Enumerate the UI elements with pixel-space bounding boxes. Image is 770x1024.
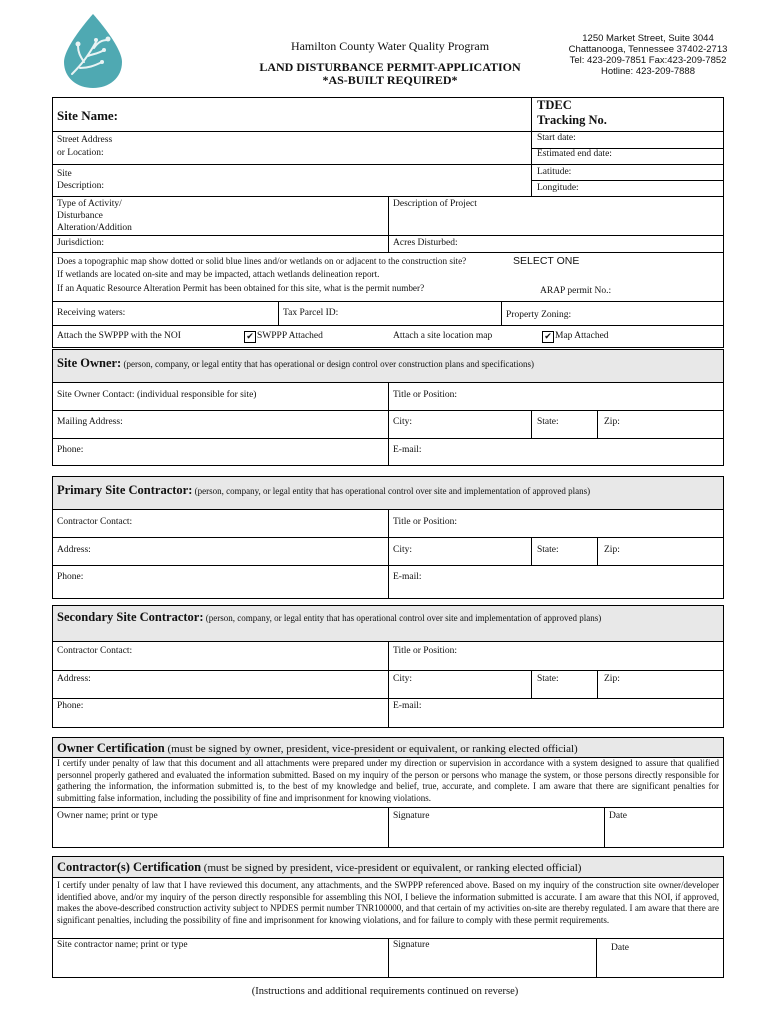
longitude-label: Longitude: bbox=[537, 183, 579, 193]
primary-city-label: City: bbox=[393, 545, 413, 555]
or-location-label: or Location: bbox=[57, 148, 104, 158]
address-line-2: Chattanooga, Tennessee 37402-2713 bbox=[568, 44, 728, 55]
map-attached-label: Map Attached bbox=[555, 331, 609, 341]
primary-state-label: State: bbox=[537, 545, 559, 555]
secondary-address-label: Address: bbox=[57, 674, 91, 684]
activity-label-3: Alteration/Addition bbox=[57, 223, 132, 233]
contractor-certification-heading: Contractor(s) Certification (must be signed by president, vice-president or equivalent, or ranking elected official) bbox=[57, 860, 582, 874]
owner-mailing-label: Mailing Address: bbox=[57, 417, 123, 427]
owner-signature-label: Signature bbox=[393, 811, 430, 821]
swppp-checkbox[interactable]: ✔ bbox=[244, 331, 256, 343]
secondary-city-label: City: bbox=[393, 674, 413, 684]
phone-line: Tel: 423-209-7851 Fax:423-209-7852 bbox=[569, 55, 727, 66]
swppp-attached-label: SWPPP Attached bbox=[257, 331, 323, 341]
start-date-label: Start date: bbox=[537, 133, 576, 143]
primary-email-label: E-mail: bbox=[393, 572, 422, 582]
topo-question: Does a topographic map show dotted or solid blue lines and/or wetlands on or adjacent to the construction site? bbox=[57, 256, 467, 266]
contractor-name-label: Site contractor name; print or type bbox=[57, 940, 188, 950]
project-description-label: Description of Project bbox=[393, 199, 477, 209]
owner-contact-label: Site Owner Contact: (individual responsible for site) bbox=[57, 390, 257, 400]
primary-zip-label: Zip: bbox=[604, 545, 620, 555]
primary-title-label: Title or Position: bbox=[393, 517, 458, 527]
form-title: LAND DISTURBANCE PERMIT-APPLICATION bbox=[259, 60, 521, 74]
owner-name-label: Owner name; print or type bbox=[57, 811, 158, 821]
form-subtitle: *AS-BUILT REQUIRED* bbox=[322, 73, 458, 87]
contractor-date-label: Date bbox=[611, 943, 629, 953]
primary-contractor-heading: Primary Site Contractor: (person, company, or legal entity that has operational control over site and implementation of approved plans) bbox=[57, 483, 591, 497]
primary-contact-label: Contractor Contact: bbox=[57, 517, 133, 527]
activity-label-1: Type of Activity/ bbox=[57, 199, 122, 209]
secondary-phone-label: Phone: bbox=[57, 701, 84, 711]
primary-address-label: Address: bbox=[57, 545, 91, 555]
wetlands-note: If wetlands are located on-site and may be impacted, attach wetlands delineation report. bbox=[57, 269, 380, 279]
secondary-zip-label: Zip: bbox=[604, 674, 620, 684]
form-header bbox=[250, 40, 530, 87]
description-label: Description: bbox=[57, 181, 104, 191]
address-line-1: 1250 Market Street, Suite 3044 bbox=[582, 33, 714, 44]
water-drop-logo bbox=[58, 12, 128, 90]
receiving-waters-label: Receiving waters: bbox=[57, 308, 126, 318]
jurisdiction-label: Jurisdiction: bbox=[57, 238, 104, 248]
attach-map-label: Attach a site location map bbox=[393, 331, 493, 341]
secondary-contractor-heading: Secondary Site Contractor: (person, company, or legal entity that has operational control over site and implementation of approved plans) bbox=[57, 610, 602, 624]
owner-zip-label: Zip: bbox=[604, 417, 620, 427]
attach-swppp-label: Attach the SWPPP with the NOI bbox=[57, 331, 181, 341]
site-label: Site bbox=[57, 169, 72, 179]
map-checkbox[interactable]: ✔ bbox=[542, 331, 554, 343]
secondary-title-label: Title or Position: bbox=[393, 646, 458, 656]
owner-certification-text: I certify under penalty of law that this document and all attachments were prepared under my direction or supervision in accordance with a system designed to assure that qualified personnel properly gathered and evaluated the information submitted. Based on my inquiry of the person or persons who manage the system, or those persons directly responsible for gathering the information, the information submitted is, to the best of my knowledge and belief, true, accurate, and complete. I am aware that there are significant penalties for submitting false information, including the possibility of fine and imprisonment for knowing violations. bbox=[57, 758, 719, 803]
secondary-state-label: State: bbox=[537, 674, 559, 684]
contractor-certification-text: I certify under penalty of law that I have reviewed this document, any attachments, and the SWPPP referenced above. Based on my inquiry of the construction site owner/developer identified above, and/or my inquiry of the person directly responsible for assembling this NOI, I believe the information submitted is accurate. I am aware that this NOI, if approved, makes the above-described construction activity subject to NPDES permit number TNR100000, and that certain of my activities on-site are thereby regulated. I am aware that there are significant penalties, including the possibility of fine and imprisonment for knowing violations, and for failure to comply with these permit requirements. bbox=[57, 880, 719, 925]
tdec-label: TDEC bbox=[537, 98, 572, 112]
activity-label-2: Disturbance bbox=[57, 211, 103, 221]
secondary-email-label: E-mail: bbox=[393, 701, 422, 711]
tax-parcel-label: Tax Parcel ID: bbox=[283, 308, 339, 318]
site-name-label: Site Name: bbox=[57, 108, 119, 123]
latitude-label: Latitude: bbox=[537, 167, 572, 177]
owner-city-label: City: bbox=[393, 417, 413, 427]
contractor-signature-label: Signature bbox=[393, 940, 430, 950]
arap-question: If an Aquatic Resource Alteration Permit has been obtained for this site, what is the permit number? bbox=[57, 283, 425, 293]
contact-block bbox=[548, 33, 748, 77]
secondary-contact-label: Contractor Contact: bbox=[57, 646, 133, 656]
owner-phone-label: Phone: bbox=[57, 445, 84, 455]
acres-disturbed-label: Acres Disturbed: bbox=[393, 238, 458, 248]
site-owner-heading: Site Owner: (person, company, or legal entity that has operational or design control over construction plans and specifications) bbox=[57, 356, 535, 370]
end-date-label: Estimated end date: bbox=[537, 149, 612, 159]
owner-certification-heading: Owner Certification (must be signed by owner, president, vice-president or equivalent, or ranking elected official) bbox=[57, 741, 578, 755]
owner-date-label: Date bbox=[609, 811, 627, 821]
owner-state-label: State: bbox=[537, 417, 559, 427]
agency-name: Hamilton County Water Quality Program bbox=[290, 39, 490, 53]
street-address-label: Street Address bbox=[57, 135, 113, 145]
select-one-dropdown[interactable]: SELECT ONE bbox=[513, 255, 580, 267]
footer-note: (Instructions and additional requirements continued on reverse) bbox=[251, 986, 519, 997]
owner-email-label: E-mail: bbox=[393, 445, 422, 455]
tracking-label: Tracking No. bbox=[537, 113, 607, 127]
property-zoning-label: Property Zoning: bbox=[506, 310, 572, 320]
owner-title-label: Title or Position: bbox=[393, 390, 458, 400]
arap-permit-label: ARAP permit No.: bbox=[540, 286, 612, 296]
primary-phone-label: Phone: bbox=[57, 572, 84, 582]
hotline-line: Hotline: 423-209-7888 bbox=[600, 66, 695, 77]
